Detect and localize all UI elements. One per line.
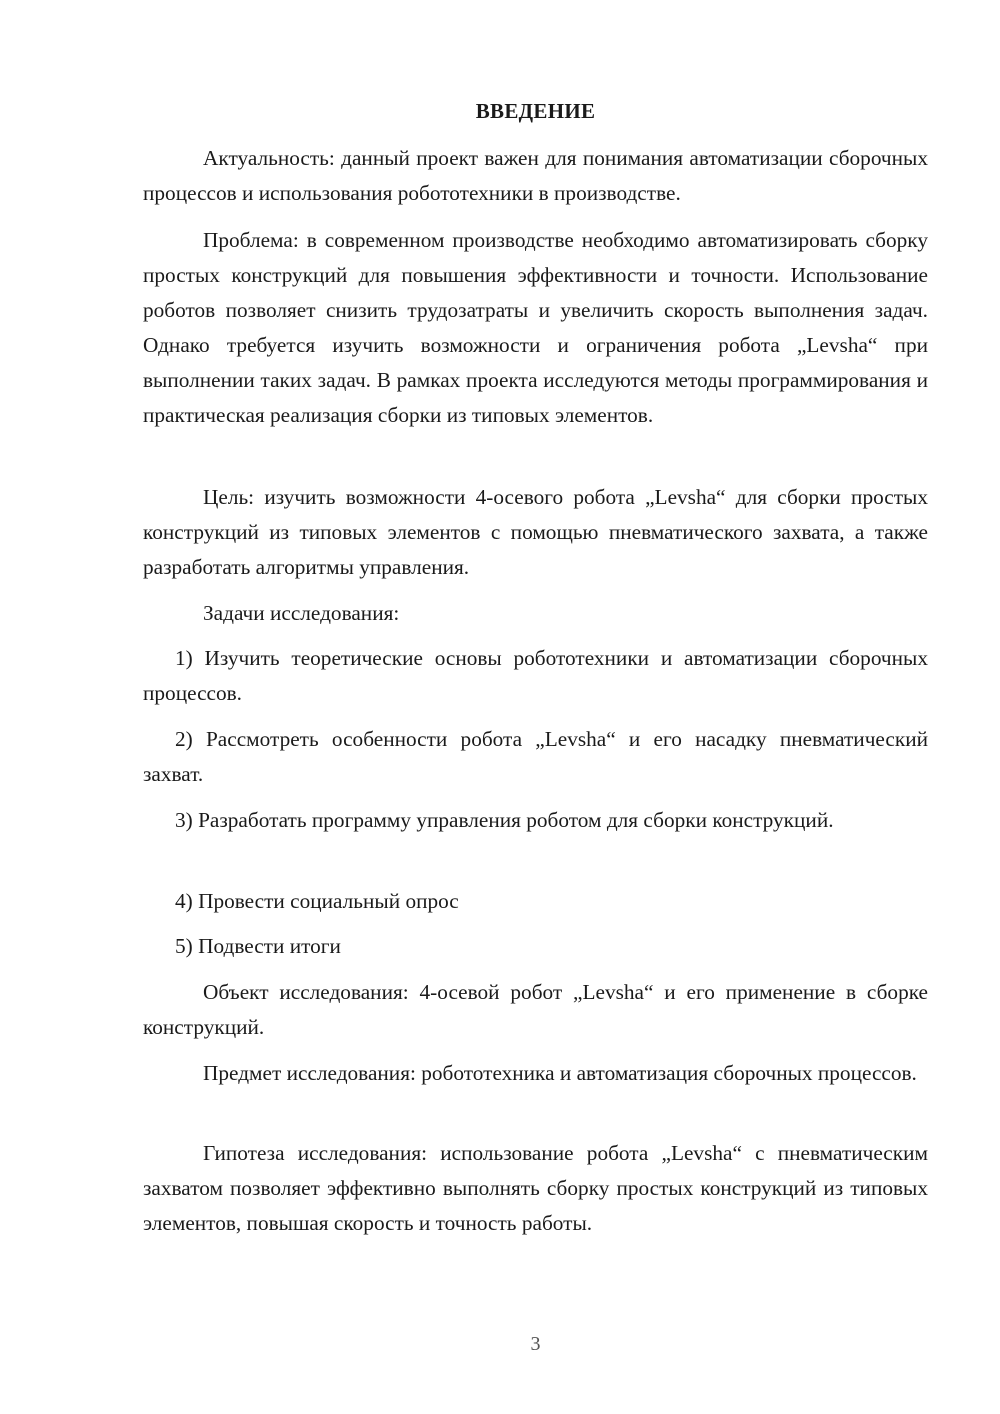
- relevance-paragraph: Актуальность: данный проект важен для понимания автоматизации сборочных процессов и использования робототехники в производстве.: [143, 146, 928, 205]
- object-paragraph: Объект исследования: 4-осевой робот „Levsha“ и его применение в сборке конструкций.: [143, 980, 928, 1039]
- page-title: ВВЕДЕНИЕ: [475, 99, 596, 123]
- document-page: [143, 0, 928, 1414]
- hypothesis-paragraph: Гипотеза исследования: использование робота „Levsha“ с пневматическим захватом позволяет эффективно выполнять сборку простых конструкций из типовых элементов, повышая скорость и точность работы.: [143, 1141, 928, 1235]
- goal-paragraph: Цель: изучить возможности 4-осевого робота „Levsha“ для сборки простых конструкций из типовых элементов с помощью пневматического захвата, а также разработать алгоритмы управления.: [143, 485, 928, 579]
- task-item-2: 2) Рассмотреть особенности робота „Levsha“ и его насадку пневматический захват.: [143, 727, 928, 786]
- page-number: 3: [530, 1333, 541, 1355]
- task-item-3: 3) Разработать программу управления роботом для сборки конструкций.: [175, 808, 834, 832]
- task-item-4: 4) Провести социальный опрос: [175, 889, 459, 913]
- task-item-1: 1) Изучить теоретические основы робототехники и автоматизации сборочных процессов.: [143, 646, 928, 705]
- subject-paragraph: Предмет исследования: робототехника и автоматизация сборочных процессов.: [203, 1061, 917, 1085]
- tasks-heading: Задачи исследования:: [203, 601, 400, 625]
- task-item-5: 5) Подвести итоги: [175, 934, 341, 958]
- problem-paragraph: Проблема: в современном производстве необходимо автоматизировать сборку простых конструкций для повышения эффективности и точности. Использование роботов позволяет снизить трудозатраты и увеличить скорость выполнения задач. Однако требуется изучить возможности и ограничения робота „Levsha“ при выполнении таких задач. В рамках проекта исследуются методы программирования и практическая реализация сборки из типовых элементов.: [143, 228, 928, 427]
